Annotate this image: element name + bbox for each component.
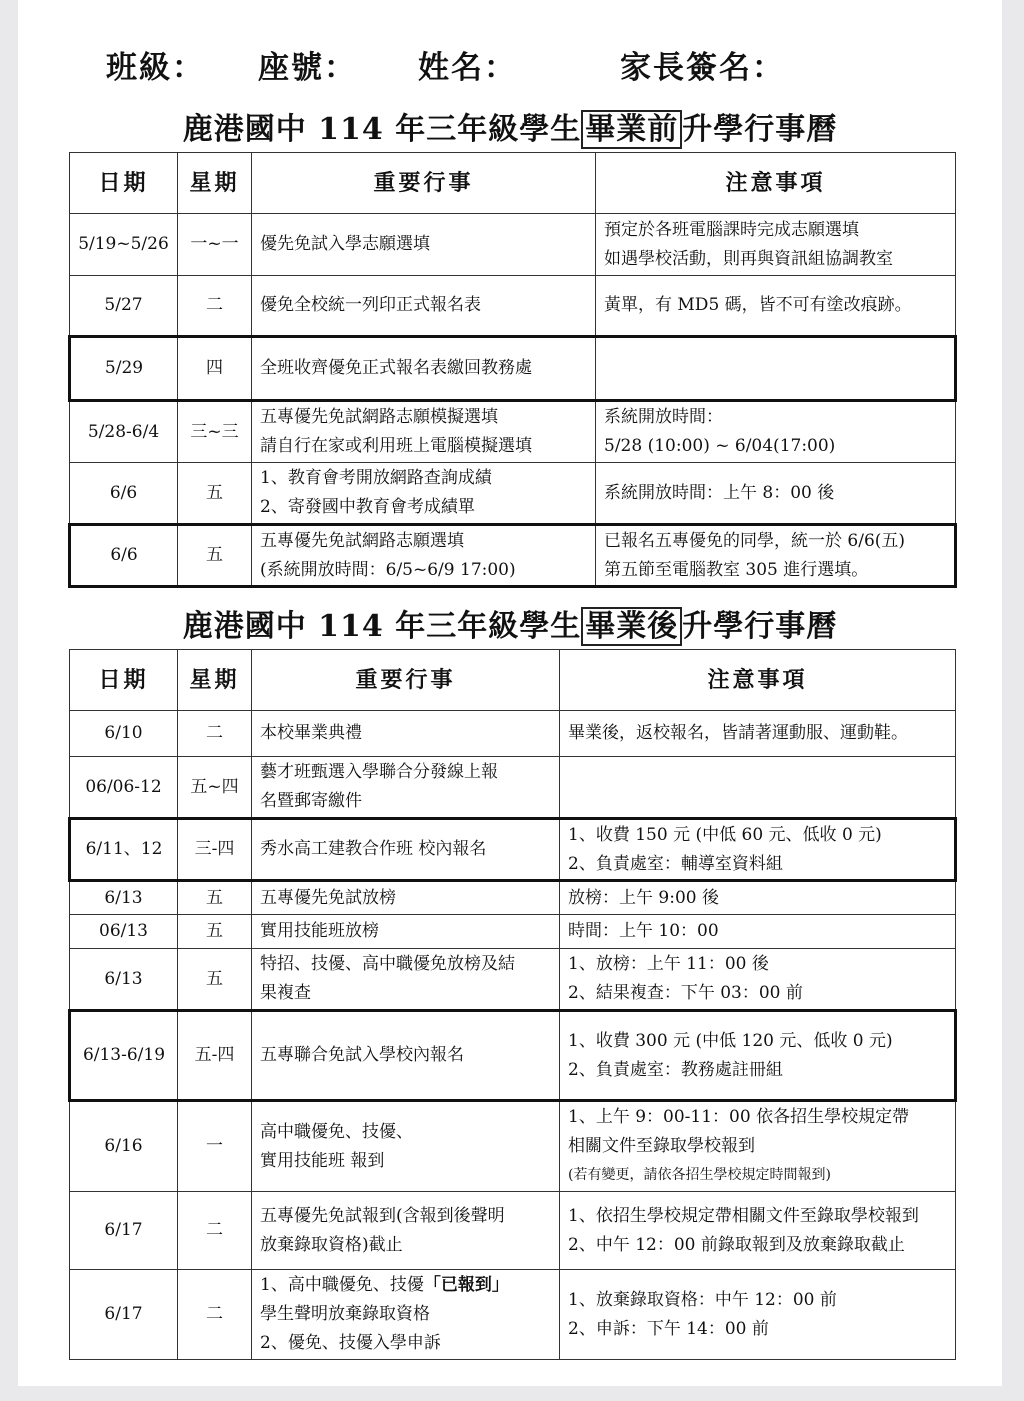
- note-cell: 1、放棄錄取資格：中午 12：00 前 2、申訴：下午 14：00 前: [560, 1270, 956, 1360]
- note-cell: 1、依招生學校規定帶相關文件至錄取學校報到 2、中午 12：00 前錄取報到及放棄錄取截止: [560, 1192, 956, 1270]
- table-row: [70, 214, 956, 276]
- date-cell: 6/11、12: [70, 819, 178, 881]
- table-row-highlighted: [70, 337, 956, 401]
- event-cell: 五專聯合免試入學校內報名: [252, 1011, 560, 1101]
- weekday-cell: 五: [178, 915, 252, 949]
- class-label: 班級：: [106, 50, 205, 86]
- note-small-text: (若有變更，請依各招生學校規定時間報到): [568, 1167, 831, 1183]
- seat-label: 座號：: [258, 50, 357, 86]
- date-cell: 6/17: [70, 1192, 178, 1270]
- note-cell: 放榜：上午 9:00 後: [560, 881, 956, 915]
- student-info-header: [18, 42, 1002, 86]
- table-row-highlighted: [70, 819, 956, 881]
- note-cell: [560, 757, 956, 819]
- note-cell: 1、收費 300 元 (中低 120 元、低收 0 元) 2、負責處室：教務處註冊組: [560, 1011, 956, 1101]
- event-cell: 五專優先免試放榜: [252, 881, 560, 915]
- event-cell: 優先免試入學志願選填: [252, 214, 596, 276]
- title-text: 升學行事曆: [682, 609, 838, 644]
- event-cell: 本校畢業典禮: [252, 711, 560, 757]
- date-cell: 6/13: [70, 949, 178, 1011]
- parent-signature-label: 家長簽名：: [620, 50, 785, 86]
- note-cell: 1、放榜：上午 11：00 後 2、結果複查：下午 03：00 前: [560, 949, 956, 1011]
- weekday-cell: 三-四: [178, 819, 252, 881]
- header-weekday: 星期: [178, 650, 252, 711]
- header-note: 注意事項: [596, 153, 956, 214]
- table-row-highlighted: [70, 525, 956, 587]
- header-weekday: 星期: [178, 153, 252, 214]
- weekday-cell: 二: [178, 1270, 252, 1360]
- date-cell: 6/13: [70, 881, 178, 915]
- after-graduation-table: [68, 649, 957, 1360]
- title-boxed-text: 畢業後: [581, 607, 682, 646]
- before-graduation-title: [18, 104, 1002, 148]
- date-cell: 5/29: [70, 337, 178, 401]
- table-row: [70, 881, 956, 915]
- date-cell: 6/6: [70, 463, 178, 525]
- note-cell: 預定於各班電腦課時完成志願選填 如遇學校活動，則再與資訊組協調教室: [596, 214, 956, 276]
- event-cell: 特招、技優、高中職優免放榜及結 果複查: [252, 949, 560, 1011]
- table-row: [70, 1101, 956, 1192]
- header-event: 重要行事: [252, 650, 560, 711]
- table-row: [70, 463, 956, 525]
- weekday-cell: 五: [178, 463, 252, 525]
- note-cell: 時間：上午 10：00: [560, 915, 956, 949]
- name-label: 姓名：: [418, 50, 517, 86]
- table-row: [70, 276, 956, 337]
- table-row: [70, 401, 956, 463]
- note-cell: 畢業後，返校報名，皆請著運動服、運動鞋。: [560, 711, 956, 757]
- date-cell: 6/16: [70, 1101, 178, 1192]
- date-cell: 06/06-12: [70, 757, 178, 819]
- note-cell: 系統開放時間：上午 8：00 後: [596, 463, 956, 525]
- weekday-cell: 三~三: [178, 401, 252, 463]
- date-cell: 5/28-6/4: [70, 401, 178, 463]
- date-cell: 6/6: [70, 525, 178, 587]
- date-cell: 6/10: [70, 711, 178, 757]
- weekday-cell: 二: [178, 276, 252, 337]
- table-row: [70, 949, 956, 1011]
- event-cell: 五專優先免試網路志願選填 (系統開放時間：6/5~6/9 17:00): [252, 525, 596, 587]
- event-cell: 優免全校統一列印正式報名表: [252, 276, 596, 337]
- before-graduation-table: [68, 152, 957, 588]
- header-event: 重要行事: [252, 153, 596, 214]
- weekday-cell: 五: [178, 949, 252, 1011]
- title-text: 鹿港國中 114 年三年級學生: [182, 112, 582, 147]
- date-cell: 6/17: [70, 1270, 178, 1360]
- event-cell: 高中職優免、技優、 實用技能班 報到: [252, 1101, 560, 1192]
- note-cell: 1、上午 9：00-11：00 依各招生學校規定帶 相關文件至錄取學校報到 (若有變更，請依各招生學校規定時間報到): [560, 1101, 956, 1192]
- event-cell: 藝才班甄選入學聯合分發線上報 名暨郵寄繳件: [252, 757, 560, 819]
- weekday-cell: 四: [178, 337, 252, 401]
- header-date: 日期: [70, 153, 178, 214]
- date-cell: 06/13: [70, 915, 178, 949]
- event-cell: 全班收齊優免正式報名表繳回教務處: [252, 337, 596, 401]
- note-cell: 已報名五專優免的同學，統一於 6/6(五) 第五節至電腦教室 305 進行選填。: [596, 525, 956, 587]
- table-row: [70, 915, 956, 949]
- document-page: [18, 0, 1002, 1386]
- table-row: [70, 1270, 956, 1360]
- weekday-cell: 五-四: [178, 1011, 252, 1101]
- title-boxed-text: 畢業前: [581, 110, 682, 149]
- after-graduation-title: [18, 601, 1002, 645]
- weekday-cell: 一: [178, 1101, 252, 1192]
- weekday-cell: 五: [178, 525, 252, 587]
- date-cell: 6/13-6/19: [70, 1011, 178, 1101]
- table-row: [70, 1192, 956, 1270]
- table-row-highlighted: [70, 1011, 956, 1101]
- event-cell: 實用技能班放榜: [252, 915, 560, 949]
- note-cell: 系統開放時間： 5/28 (10:00) ~ 6/04(17:00): [596, 401, 956, 463]
- note-cell: [596, 337, 956, 401]
- table-row: [70, 711, 956, 757]
- header-date: 日期: [70, 650, 178, 711]
- table-header-row: [70, 153, 956, 214]
- header-note: 注意事項: [560, 650, 956, 711]
- event-cell: 1、教育會考開放網路查詢成績 2、寄發國中教育會考成績單: [252, 463, 596, 525]
- table-row: [70, 757, 956, 819]
- date-cell: 5/27: [70, 276, 178, 337]
- title-text: 升學行事曆: [682, 112, 838, 147]
- title-text: 鹿港國中 114 年三年級學生: [182, 609, 582, 644]
- event-cell: 五專優先免試網路志願模擬選填 請自行在家或利用班上電腦模擬選填: [252, 401, 596, 463]
- weekday-cell: 二: [178, 711, 252, 757]
- date-cell: 5/19~5/26: [70, 214, 178, 276]
- emphasized-text: 「已報到」: [423, 1275, 509, 1295]
- weekday-cell: 五~四: [178, 757, 252, 819]
- table-header-row: [70, 650, 956, 711]
- event-cell: 1、高中職優免、技優「已報到」 學生聲明放棄錄取資格 2、優免、技優入學申訴: [252, 1270, 560, 1360]
- weekday-cell: 二: [178, 1192, 252, 1270]
- event-cell: 秀水高工建教合作班 校內報名: [252, 819, 560, 881]
- note-cell: 1、收費 150 元 (中低 60 元、低收 0 元) 2、負責處室：輔導室資料組: [560, 819, 956, 881]
- weekday-cell: 一~一: [178, 214, 252, 276]
- note-cell: 黃單，有 MD5 碼，皆不可有塗改痕跡。: [596, 276, 956, 337]
- event-cell: 五專優先免試報到(含報到後聲明 放棄錄取資格)截止: [252, 1192, 560, 1270]
- weekday-cell: 五: [178, 881, 252, 915]
